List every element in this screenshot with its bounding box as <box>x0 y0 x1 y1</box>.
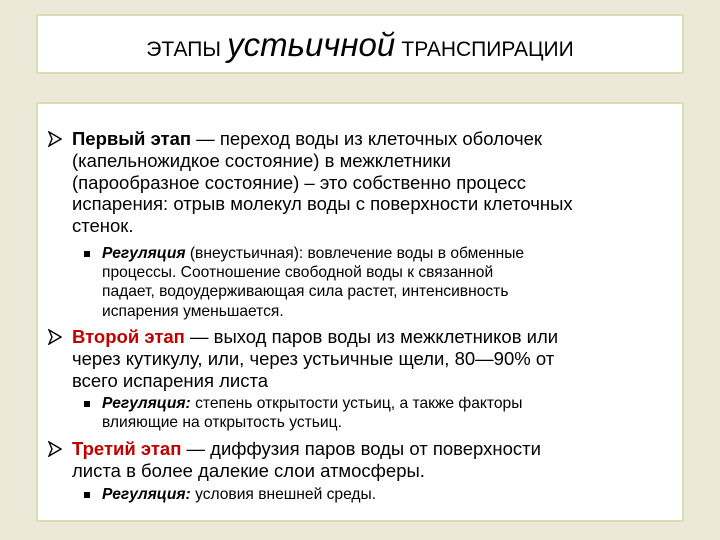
regulation-label: Регуляция: <box>102 486 191 503</box>
arrow-bullet-icon <box>48 131 62 147</box>
slide-title <box>146 25 574 63</box>
stage-2-label: Второй этап <box>72 326 185 347</box>
regulation-label: Регуляция: <box>102 395 191 412</box>
title-word-stages: ЭТАПЫ <box>146 37 221 61</box>
content-panel <box>36 102 684 522</box>
regulation-label: Регуляция <box>102 245 186 262</box>
stage-1-text <box>72 128 670 237</box>
stage-1-line: Первый этап — переход воды из клеточных оболочек <box>72 128 543 149</box>
square-bullet-icon <box>84 401 90 407</box>
arrow-bullet-icon <box>48 329 62 345</box>
stage-3-label: Третий этап <box>72 438 182 459</box>
stage-3-regulation-text: Регуляция: условия внешней среды. <box>102 486 377 503</box>
stage-1-line: испарения: отрыв молекул воды с поверхности клеточных <box>72 193 573 215</box>
stage-2-text: Второй этап — выход паров воды из межклетников или через кутикулу, или, через устьичные щели, 80—90% от всего испарения листа <box>72 326 559 391</box>
stage-1-line: (парообразное состояние) – это собственно процесс <box>72 171 526 193</box>
square-bullet-icon <box>84 251 90 257</box>
stage-1-line: стенок. <box>72 215 134 237</box>
title-panel <box>36 14 684 74</box>
stage-1-label: Первый этап <box>72 128 192 149</box>
stage-1-line: (капельножидкое состояние) в межклетники <box>72 149 451 171</box>
stage-3-text: Третий этап — диффузия паров воды от поверхности листа в более далекие слои атмосферы. <box>72 438 541 481</box>
arrow-bullet-icon <box>48 441 62 457</box>
title-word-transpiration: ТРАНСПИРАЦИИ <box>401 37 574 61</box>
stage-1-regulation-text: Регуляция (внеустьичная): вовлечение воды в обменные процессы. Соотношение свободной воды к связанной падает, водоудерживающая сила растет, интенсивность испарения уменьшается. <box>102 245 525 320</box>
square-bullet-icon <box>84 492 90 498</box>
title-word-stomatal: устьичной <box>227 25 396 63</box>
stage-2-regulation-text: Регуляция: степень открытости устьиц, а также факторы влияющие на открытость устьиц. <box>102 395 523 432</box>
